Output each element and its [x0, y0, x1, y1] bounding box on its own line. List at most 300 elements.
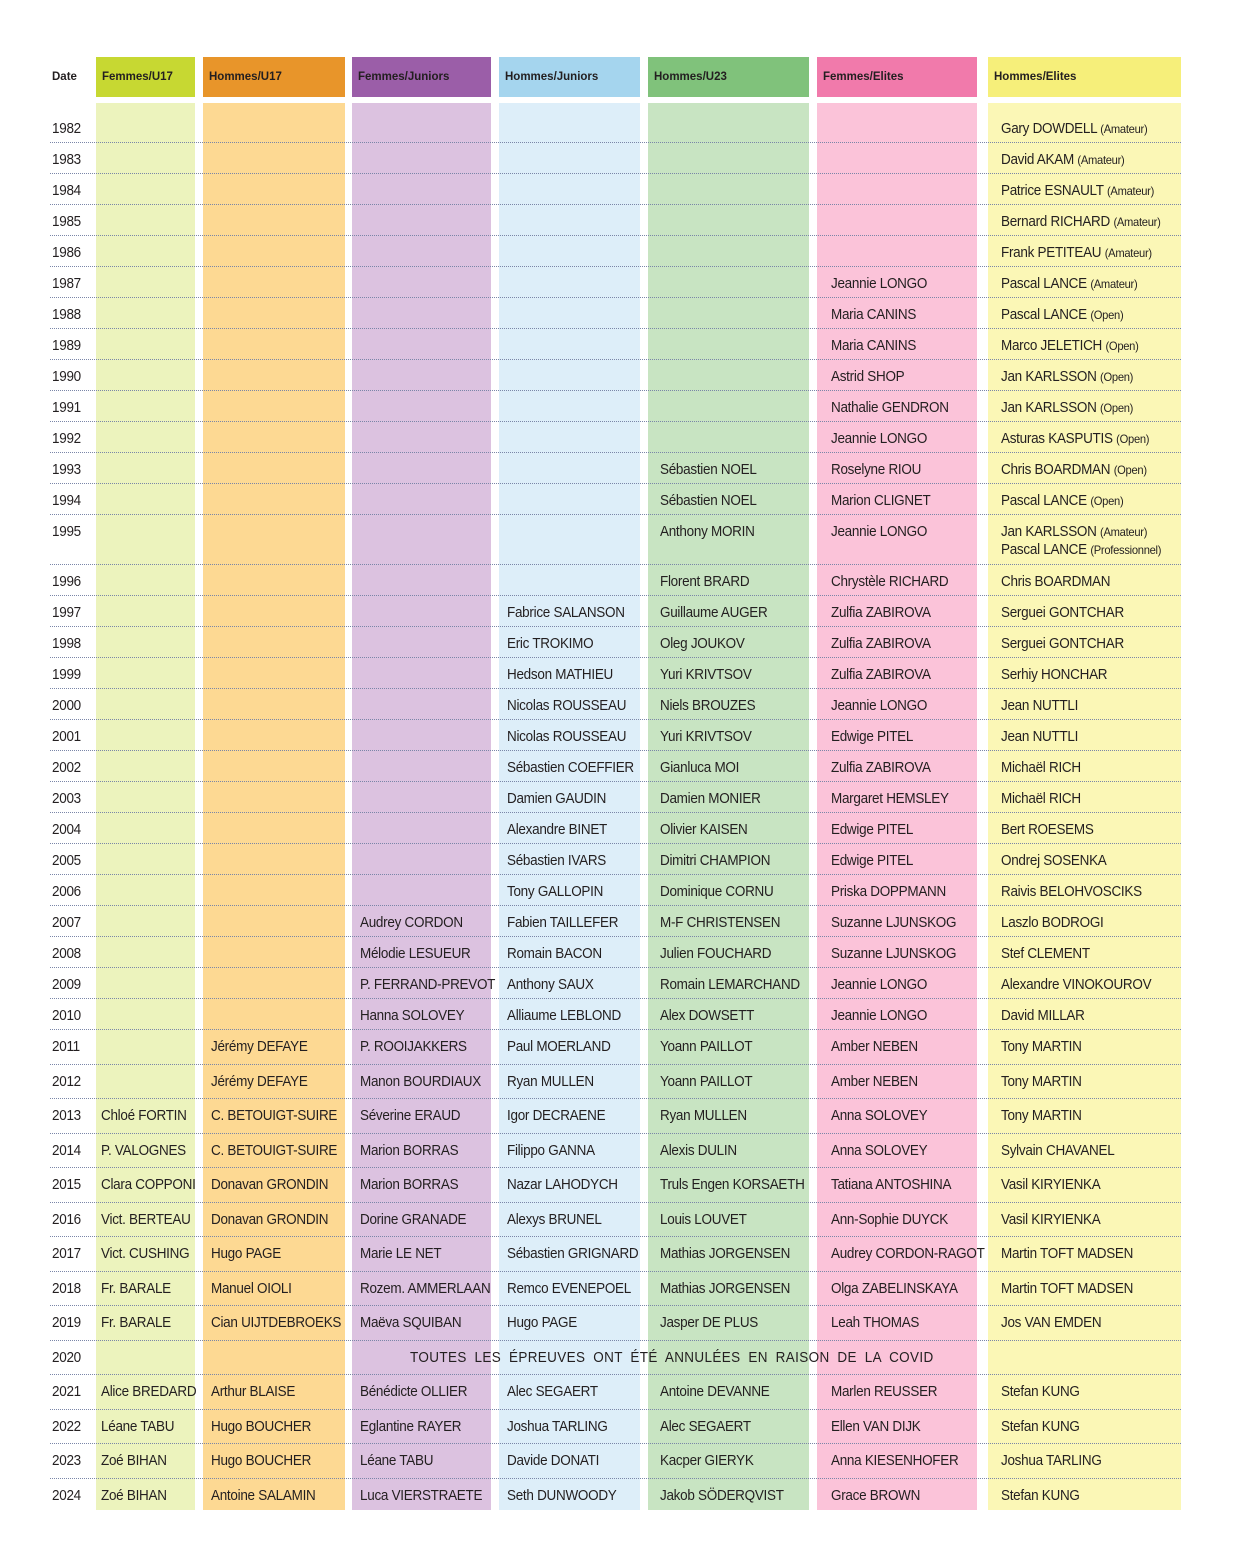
winner-cell: Priska DOPPMANN [831, 884, 946, 900]
winner-name: Pascal LANCE [1001, 307, 1087, 323]
winner-cell: Nicolas ROUSSEAU [507, 729, 627, 745]
winner-cell: Marlen REUSSER [831, 1384, 938, 1400]
table-row [0, 112, 1241, 143]
winner-cell: Audrey CORDON [360, 915, 463, 931]
year-cell: 2000 [52, 698, 81, 714]
winner-cell: Marion CLIGNET [831, 493, 931, 509]
winner-name: Tony MARTIN [1001, 1108, 1082, 1124]
table-row [0, 1479, 1241, 1514]
winner-cell-hommes-elites [1001, 729, 1078, 745]
winner-cell-hommes-elites [1001, 1108, 1082, 1124]
year-cell: 1998 [52, 636, 81, 652]
winner-cell-hommes-elites [1001, 884, 1142, 900]
winner-cell: Antoine DEVANNE [660, 1384, 770, 1400]
table-row [0, 1341, 1241, 1376]
table-row [0, 627, 1241, 658]
winner-cell-hommes-elites [1001, 977, 1151, 993]
winner-cell-hommes-elites [1001, 431, 1149, 447]
winner-cell: Florent BRARD [660, 574, 750, 590]
winner-name: Jan KARLSSON [1001, 524, 1097, 540]
table-row [0, 236, 1241, 267]
winner-cell: Margaret HEMSLEY [831, 791, 949, 807]
winner-cell: Mathias JORGENSEN [660, 1246, 791, 1262]
table-row [0, 1375, 1241, 1410]
year-cell: 1995 [52, 524, 81, 540]
winner-name: Pascal LANCE [1001, 493, 1087, 509]
winner-cell: Alexis DULIN [660, 1142, 737, 1159]
winner-cell: P. ROOIJAKKERS [360, 1039, 467, 1055]
table-row [0, 720, 1241, 751]
winner-cell: Fabien TAILLEFER [507, 915, 619, 931]
winner-name: Joshua TARLING [1001, 1453, 1102, 1469]
winner-cell: Romain LEMARCHAND [660, 977, 800, 993]
winner-cell: Hugo PAGE [507, 1315, 577, 1331]
winner-name: Tony MARTIN [1001, 1073, 1082, 1090]
year-cell: 2020 [52, 1349, 81, 1366]
winner-cell-hommes-elites [1001, 667, 1107, 683]
category-note: (Amateur) [1100, 122, 1148, 136]
year-cell: 2019 [52, 1315, 81, 1331]
winner-cell: M-F CHRISTENSEN [660, 915, 781, 931]
winner-cell-hommes-elites [1001, 791, 1081, 807]
winner-cell: Jérémy DEFAYE [211, 1073, 308, 1090]
year-cell: 2010 [52, 1008, 81, 1024]
header-hommes-u17: Hommes/U17 [203, 57, 345, 97]
winner-cell: Alliaume LEBLOND [507, 1008, 621, 1024]
header-hommes-elites: Hommes/Elites [988, 57, 1181, 97]
winner-cell: Oleg JOUKOV [660, 636, 745, 652]
winner-cell: Cian UIJTDEBROEKS [211, 1315, 342, 1331]
winner-cell: Jeannie LONGO [831, 977, 928, 993]
table-row [0, 565, 1241, 596]
header-hommes-juniors: Hommes/Juniors [499, 57, 640, 97]
winner-cell: Jeannie LONGO [831, 698, 928, 714]
winner-cell: Dominique CORNU [660, 884, 774, 900]
winner-cell: Hedson MATHIEU [507, 667, 614, 683]
winner-cell-hommes-elites [1001, 183, 1154, 199]
winner-name: Serguei GONTCHAR [1001, 605, 1124, 621]
winner-cell: Fr. BARALE [101, 1280, 171, 1297]
winner-cell-hommes-elites [1001, 946, 1090, 962]
winner-cell: Léane TABU [101, 1418, 175, 1435]
winner-cell: Anna SOLOVEY [831, 1108, 928, 1124]
winner-cell: Nathalie GENDRON [831, 400, 949, 416]
winner-cell: Tony GALLOPIN [507, 884, 604, 900]
winner-cell: Damien GAUDIN [507, 791, 607, 807]
year-cell: 2004 [52, 822, 81, 838]
table-row [0, 1134, 1241, 1169]
category-note: (Open) [1113, 463, 1147, 477]
winner-cell: Sébastien GRIGNARD [507, 1246, 639, 1262]
winner-cell-hommes-elites [1001, 307, 1123, 323]
winner-cell: Igor DECRAENE [507, 1108, 606, 1124]
table-row [0, 999, 1241, 1030]
year-cell: 2008 [52, 946, 81, 962]
category-note: (Amateur) [1100, 525, 1148, 539]
winner-name: Chris BOARDMAN [1001, 462, 1111, 478]
winner-cell: Fr. BARALE [101, 1315, 171, 1331]
winner-cell: Truls Engen KORSAETH [660, 1177, 805, 1193]
year-cell: 1994 [52, 493, 81, 509]
winner-name: Asturas KASPUTIS [1001, 431, 1113, 447]
year-cell: 2002 [52, 760, 81, 776]
winner-cell: Anna SOLOVEY [831, 1142, 928, 1159]
year-cell: 2012 [52, 1073, 81, 1090]
results-table [0, 112, 1241, 1513]
year-cell: 2014 [52, 1142, 81, 1159]
winner-cell-hommes-elites [1001, 1453, 1102, 1469]
table-row [0, 205, 1241, 236]
winner-cell: Eglantine RAYER [360, 1418, 462, 1435]
winner-cell: Jakob SÖDERQVIST [660, 1487, 784, 1504]
winner-name: Serhiy HONCHAR [1001, 667, 1108, 683]
winner-cell: Leah THOMAS [831, 1315, 920, 1331]
table-row [0, 689, 1241, 720]
table-row [0, 1306, 1241, 1341]
winner-name: Martin TOFT MADSEN [1001, 1246, 1134, 1262]
table-row [0, 813, 1241, 844]
winner-cell: Damien MONIER [660, 791, 761, 807]
winner-name: Bert ROESEMS [1001, 822, 1094, 838]
winner-cell: Anthony SAUX [507, 977, 594, 993]
year-cell: 1999 [52, 667, 81, 683]
winner-cell: Antoine SALAMIN [211, 1487, 316, 1504]
winner-cell: Julien FOUCHARD [660, 946, 772, 962]
winner-cell: Maria CANINS [831, 307, 917, 323]
table-row [0, 658, 1241, 689]
winner-cell: Alex DOWSETT [660, 1008, 755, 1024]
winner-cell-hommes-elites [1001, 121, 1147, 137]
winner-cell: Jeannie LONGO [831, 524, 928, 540]
winner-cell: Niels BROUZES [660, 698, 756, 714]
winner-cell-hommes-elites [1001, 760, 1081, 776]
winner-cell: Ryan MULLEN [660, 1108, 747, 1124]
winner-cell: Mélodie LESUEUR [360, 946, 471, 962]
winner-cell: Sébastien COEFFIER [507, 760, 634, 776]
winner-name: Gary DOWDELL [1001, 121, 1097, 137]
cancellation-note: TOUTES LES ÉPREUVES ONT ÉTÉ ANNULÉES EN RAISON DE LA COVID [410, 1349, 934, 1366]
header-femmes-elites: Femmes/Elites [817, 57, 977, 97]
winner-cell: Chloé FORTIN [101, 1108, 187, 1124]
table-row [0, 968, 1241, 999]
winner-name: Frank PETITEAU [1001, 245, 1102, 261]
year-cell: 1984 [52, 183, 81, 199]
winner-cell: Sébastien NOEL [660, 493, 757, 509]
winner-cell: Amber NEBEN [831, 1073, 918, 1090]
winner-cell: Rozem. AMMERLAAN [360, 1280, 491, 1297]
winner-cell: Hugo BOUCHER [211, 1418, 312, 1435]
winner-cell-hommes-elites [1001, 636, 1124, 652]
year-cell: 1993 [52, 462, 81, 478]
winner-cell: Edwige PITEL [831, 729, 914, 745]
table-row [0, 329, 1241, 360]
winner-cell: Dimitri CHAMPION [660, 853, 771, 869]
winner-cell-hommes-elites [1001, 1384, 1080, 1400]
table-row [0, 596, 1241, 627]
year-cell: 2018 [52, 1280, 81, 1297]
winner-cell: Jeannie LONGO [831, 276, 928, 292]
winner-cell: Grace BROWN [831, 1487, 921, 1504]
winner-cell: Nazar LAHODYCH [507, 1177, 618, 1193]
table-row [0, 906, 1241, 937]
winner-cell: Olivier KAISEN [660, 822, 748, 838]
winner-name: Stefan KUNG [1001, 1384, 1080, 1400]
winner-cell-hommes-elites [1001, 1419, 1080, 1435]
year-cell: 2001 [52, 729, 81, 745]
winner-cell: Vict. CUSHING [101, 1246, 190, 1262]
winner-cell: Kacper GIERYK [660, 1453, 754, 1469]
winner-name: Pascal LANCE [1001, 276, 1087, 292]
winner-name: Martin TOFT MADSEN [1001, 1280, 1134, 1297]
winner-cell: Filippo GANNA [507, 1142, 595, 1159]
table-row [0, 484, 1241, 515]
winner-cell-hommes-elites [1001, 605, 1124, 621]
winner-cell: Joshua TARLING [507, 1418, 608, 1435]
winner-name: Jean NUTTLI [1001, 698, 1079, 714]
winner-name: Vasil KIRYIENKA [1001, 1177, 1101, 1193]
category-note: (Open) [1100, 401, 1134, 415]
year-cell: 1997 [52, 605, 81, 621]
table-row [0, 1099, 1241, 1134]
winner-cell-hommes-elites [1001, 915, 1104, 931]
year-cell: 1986 [52, 245, 81, 261]
winner-cell: Ellen VAN DIJK [831, 1418, 921, 1435]
winner-name: Patrice ESNAULT [1001, 183, 1104, 199]
winner-cell: Jasper DE PLUS [660, 1315, 759, 1331]
year-cell: 2024 [52, 1487, 81, 1504]
winner-cell: Hugo PAGE [211, 1246, 281, 1262]
winner-cell: Alexys BRUNEL [507, 1211, 602, 1228]
winner-cell: C. BETOUIGT-SUIRE [211, 1142, 338, 1159]
winner-cell: Marion BORRAS [360, 1142, 459, 1159]
winner-cell: Seth DUNWOODY [507, 1487, 617, 1504]
header-hommes-u23: Hommes/U23 [648, 57, 809, 97]
year-cell: 1982 [52, 121, 81, 137]
winner-cell: Suzanne LJUNSKOG [831, 946, 957, 962]
winner-cell: Zulfia ZABIROVA [831, 636, 931, 652]
year-cell: 2021 [52, 1384, 81, 1400]
winner-cell: Audrey CORDON-RAGOT [831, 1246, 985, 1262]
winner-cell: Tatiana ANTOSHINA [831, 1177, 952, 1193]
winner-cell: Guillaume AUGER [660, 605, 768, 621]
winner-cell-hommes-elites [1001, 1143, 1114, 1159]
year-cell: 2007 [52, 915, 81, 931]
winner-cell: Maria CANINS [831, 338, 917, 354]
category-note: (Amateur) [1106, 184, 1155, 198]
table-row [0, 422, 1241, 453]
winner-cell: Edwige PITEL [831, 853, 914, 869]
category-note: (Open) [1090, 494, 1124, 508]
year-cell: 2006 [52, 884, 81, 900]
year-cell: 1992 [52, 431, 81, 447]
winner-cell: Yuri KRIVTSOV [660, 667, 752, 683]
year-cell: 1989 [52, 338, 81, 354]
winner-cell: Alice BREDARD [101, 1384, 197, 1400]
winner-cell: Yoann PAILLOT [660, 1073, 753, 1090]
winner-cell-hommes-elites [1001, 1177, 1100, 1193]
winner-name: Tony MARTIN [1001, 1039, 1082, 1055]
winner-cell: Roselyne RIOU [831, 462, 922, 478]
winner-cell: Ryan MULLEN [507, 1073, 594, 1090]
year-cell: 2009 [52, 977, 81, 993]
year-cell: 1987 [52, 276, 81, 292]
winner-cell-hommes-elites [1001, 1074, 1082, 1090]
table-row [0, 1168, 1241, 1203]
winner-name: Chris BOARDMAN [1001, 574, 1111, 590]
year-cell: 2005 [52, 853, 81, 869]
category-note: (Professionnel) [1090, 543, 1162, 557]
winner-cell: Donavan GRONDIN [211, 1211, 329, 1228]
winner-cell: Eric TROKIMO [507, 636, 594, 652]
category-note: (Open) [1116, 432, 1150, 446]
table-row [0, 1065, 1241, 1100]
winner-cell: Hanna SOLOVEY [360, 1008, 465, 1024]
table-row [0, 1203, 1241, 1238]
table-row [0, 360, 1241, 391]
winner-cell: Marion BORRAS [360, 1177, 459, 1193]
table-row [0, 875, 1241, 906]
winner-cell-hommes-elites [1001, 1039, 1082, 1055]
year-cell: 1991 [52, 400, 81, 416]
winner-cell: Sébastien IVARS [507, 853, 607, 869]
winner-cell-hommes-elites [1001, 1246, 1133, 1262]
category-note: (Amateur) [1113, 215, 1161, 229]
winner-cell: Manon BOURDIAUX [360, 1073, 481, 1090]
winner-cell: Jérémy DEFAYE [211, 1039, 308, 1055]
winner-cell: Olga ZABELINSKAYA [831, 1280, 958, 1297]
winner-name: Jos VAN EMDEN [1001, 1315, 1102, 1331]
table-row [0, 298, 1241, 329]
winner-cell-hommes-elites [1001, 214, 1161, 230]
winner-cell: Mathias JORGENSEN [660, 1280, 791, 1297]
winner-cell-hommes-elites [1001, 369, 1133, 385]
winner-name: Serguei GONTCHAR [1001, 636, 1124, 652]
table-row [0, 844, 1241, 875]
winner-cell: Clara COPPONI [101, 1177, 196, 1193]
winner-cell: Fabrice SALANSON [507, 605, 625, 621]
winner-cell-hommes-elites [1001, 400, 1133, 416]
winner-cell-hommes-elites [1001, 493, 1123, 509]
winner-cell: Nicolas ROUSSEAU [507, 698, 627, 714]
winner-cell-hommes-elites [1001, 524, 1161, 558]
year-cell: 2022 [52, 1418, 81, 1435]
winner-name: Stef CLEMENT [1001, 946, 1090, 962]
category-note: (Amateur) [1077, 153, 1125, 167]
table-row [0, 515, 1241, 565]
category-note: (Amateur) [1090, 277, 1138, 291]
header-femmes-juniors: Femmes/Juniors [352, 57, 491, 97]
winner-cell: Luca VIERSTRAETE [360, 1487, 483, 1504]
year-cell: 2013 [52, 1108, 81, 1124]
winner-cell: Manuel OIOLI [211, 1280, 292, 1297]
year-cell: 2017 [52, 1246, 81, 1262]
winner-name: Marco JELETICH [1001, 338, 1103, 354]
winner-cell-hommes-elites [1001, 574, 1110, 590]
winner-cell-hommes-elites [1001, 698, 1078, 714]
category-note: (Open) [1090, 308, 1124, 322]
winner-cell: Anna KIESENHOFER [831, 1453, 959, 1469]
winner-name: Jan KARLSSON [1001, 400, 1097, 416]
table-row [0, 391, 1241, 422]
winner-name: Jean NUTTLI [1001, 729, 1079, 745]
winner-cell: Amber NEBEN [831, 1039, 918, 1055]
winner-cell: Remco EVENEPOEL [507, 1280, 631, 1297]
winner-name: Laszlo BODROGI [1001, 915, 1104, 931]
winner-cell: Romain BACON [507, 946, 602, 962]
winner-name: Michaël RICH [1001, 791, 1081, 807]
winner-cell: Arthur BLAISE [211, 1384, 296, 1400]
table-row [0, 143, 1241, 174]
winner-cell: Vict. BERTEAU [101, 1211, 191, 1228]
table-row [0, 782, 1241, 813]
winner-cell: P. FERRAND-PREVOT [360, 977, 496, 993]
table-row [0, 1237, 1241, 1272]
winner-name: Vasil KIRYIENKA [1001, 1211, 1101, 1228]
winner-cell-hommes-elites [1001, 338, 1139, 354]
category-note: (Open) [1105, 339, 1139, 353]
winner-cell: Davide DONATI [507, 1453, 600, 1469]
winner-name: Ondrej SOSENKA [1001, 853, 1107, 869]
winner-cell-hommes-elites [1001, 462, 1147, 478]
winner-cell: Zulfia ZABIROVA [831, 760, 931, 776]
winner-cell: Bénédicte OLLIER [360, 1384, 468, 1400]
winner-cell: Maëva SQUIBAN [360, 1315, 462, 1331]
year-cell: 2011 [52, 1039, 80, 1055]
table-row [0, 453, 1241, 484]
winner-cell: Hugo BOUCHER [211, 1453, 312, 1469]
winner-cell: Zoé BIHAN [101, 1453, 167, 1469]
winner-cell: Jeannie LONGO [831, 431, 928, 447]
winner-cell-hommes-elites [1001, 1281, 1133, 1297]
winner-cell: Paul MOERLAND [507, 1039, 611, 1055]
winner-cell-hommes-elites [1001, 822, 1094, 838]
winner-name: Michaël RICH [1001, 760, 1081, 776]
winner-name: Jan KARLSSON [1001, 369, 1097, 385]
winner-cell: Sébastien NOEL [660, 462, 757, 478]
table-row [0, 1272, 1241, 1307]
winner-name: Stefan KUNG [1001, 1487, 1080, 1504]
winner-cell: Alec SEGAERT [660, 1418, 751, 1435]
winner-cell-hommes-elites [1001, 276, 1137, 292]
table-row [0, 751, 1241, 782]
header-femmes-u17: Femmes/U17 [96, 57, 195, 97]
winner-cell: Astrid SHOP [831, 369, 905, 385]
winner-cell: Louis LOUVET [660, 1211, 747, 1228]
winner-cell: Dorine GRANADE [360, 1211, 467, 1228]
winner-cell: Chrystèle RICHARD [831, 574, 949, 590]
winner-cell: P. VALOGNES [101, 1142, 186, 1159]
winner-cell-hommes-elites [1001, 1488, 1080, 1504]
winner-cell: Gianluca MOI [660, 760, 740, 776]
winner-cell: Jeannie LONGO [831, 1008, 928, 1024]
year-cell: 2003 [52, 791, 81, 807]
year-cell: 1983 [52, 152, 81, 168]
category-note: (Amateur) [1104, 246, 1152, 260]
winner-cell-hommes-elites [1001, 152, 1125, 168]
year-cell: 2023 [52, 1453, 81, 1469]
winner-cell-hommes-elites [1001, 245, 1152, 261]
table-row [0, 174, 1241, 205]
category-note: (Open) [1100, 370, 1134, 384]
winner-cell: Zoé BIHAN [101, 1487, 167, 1504]
winner-cell: Anthony MORIN [660, 524, 755, 540]
winner-cell: Alexandre BINET [507, 822, 608, 838]
winner-cell-hommes-elites [1001, 1315, 1101, 1331]
winner-name: Sylvain CHAVANEL [1001, 1142, 1115, 1159]
year-cell: 2015 [52, 1177, 81, 1193]
table-row [0, 267, 1241, 298]
winner-cell: Donavan GRONDIN [211, 1177, 329, 1193]
